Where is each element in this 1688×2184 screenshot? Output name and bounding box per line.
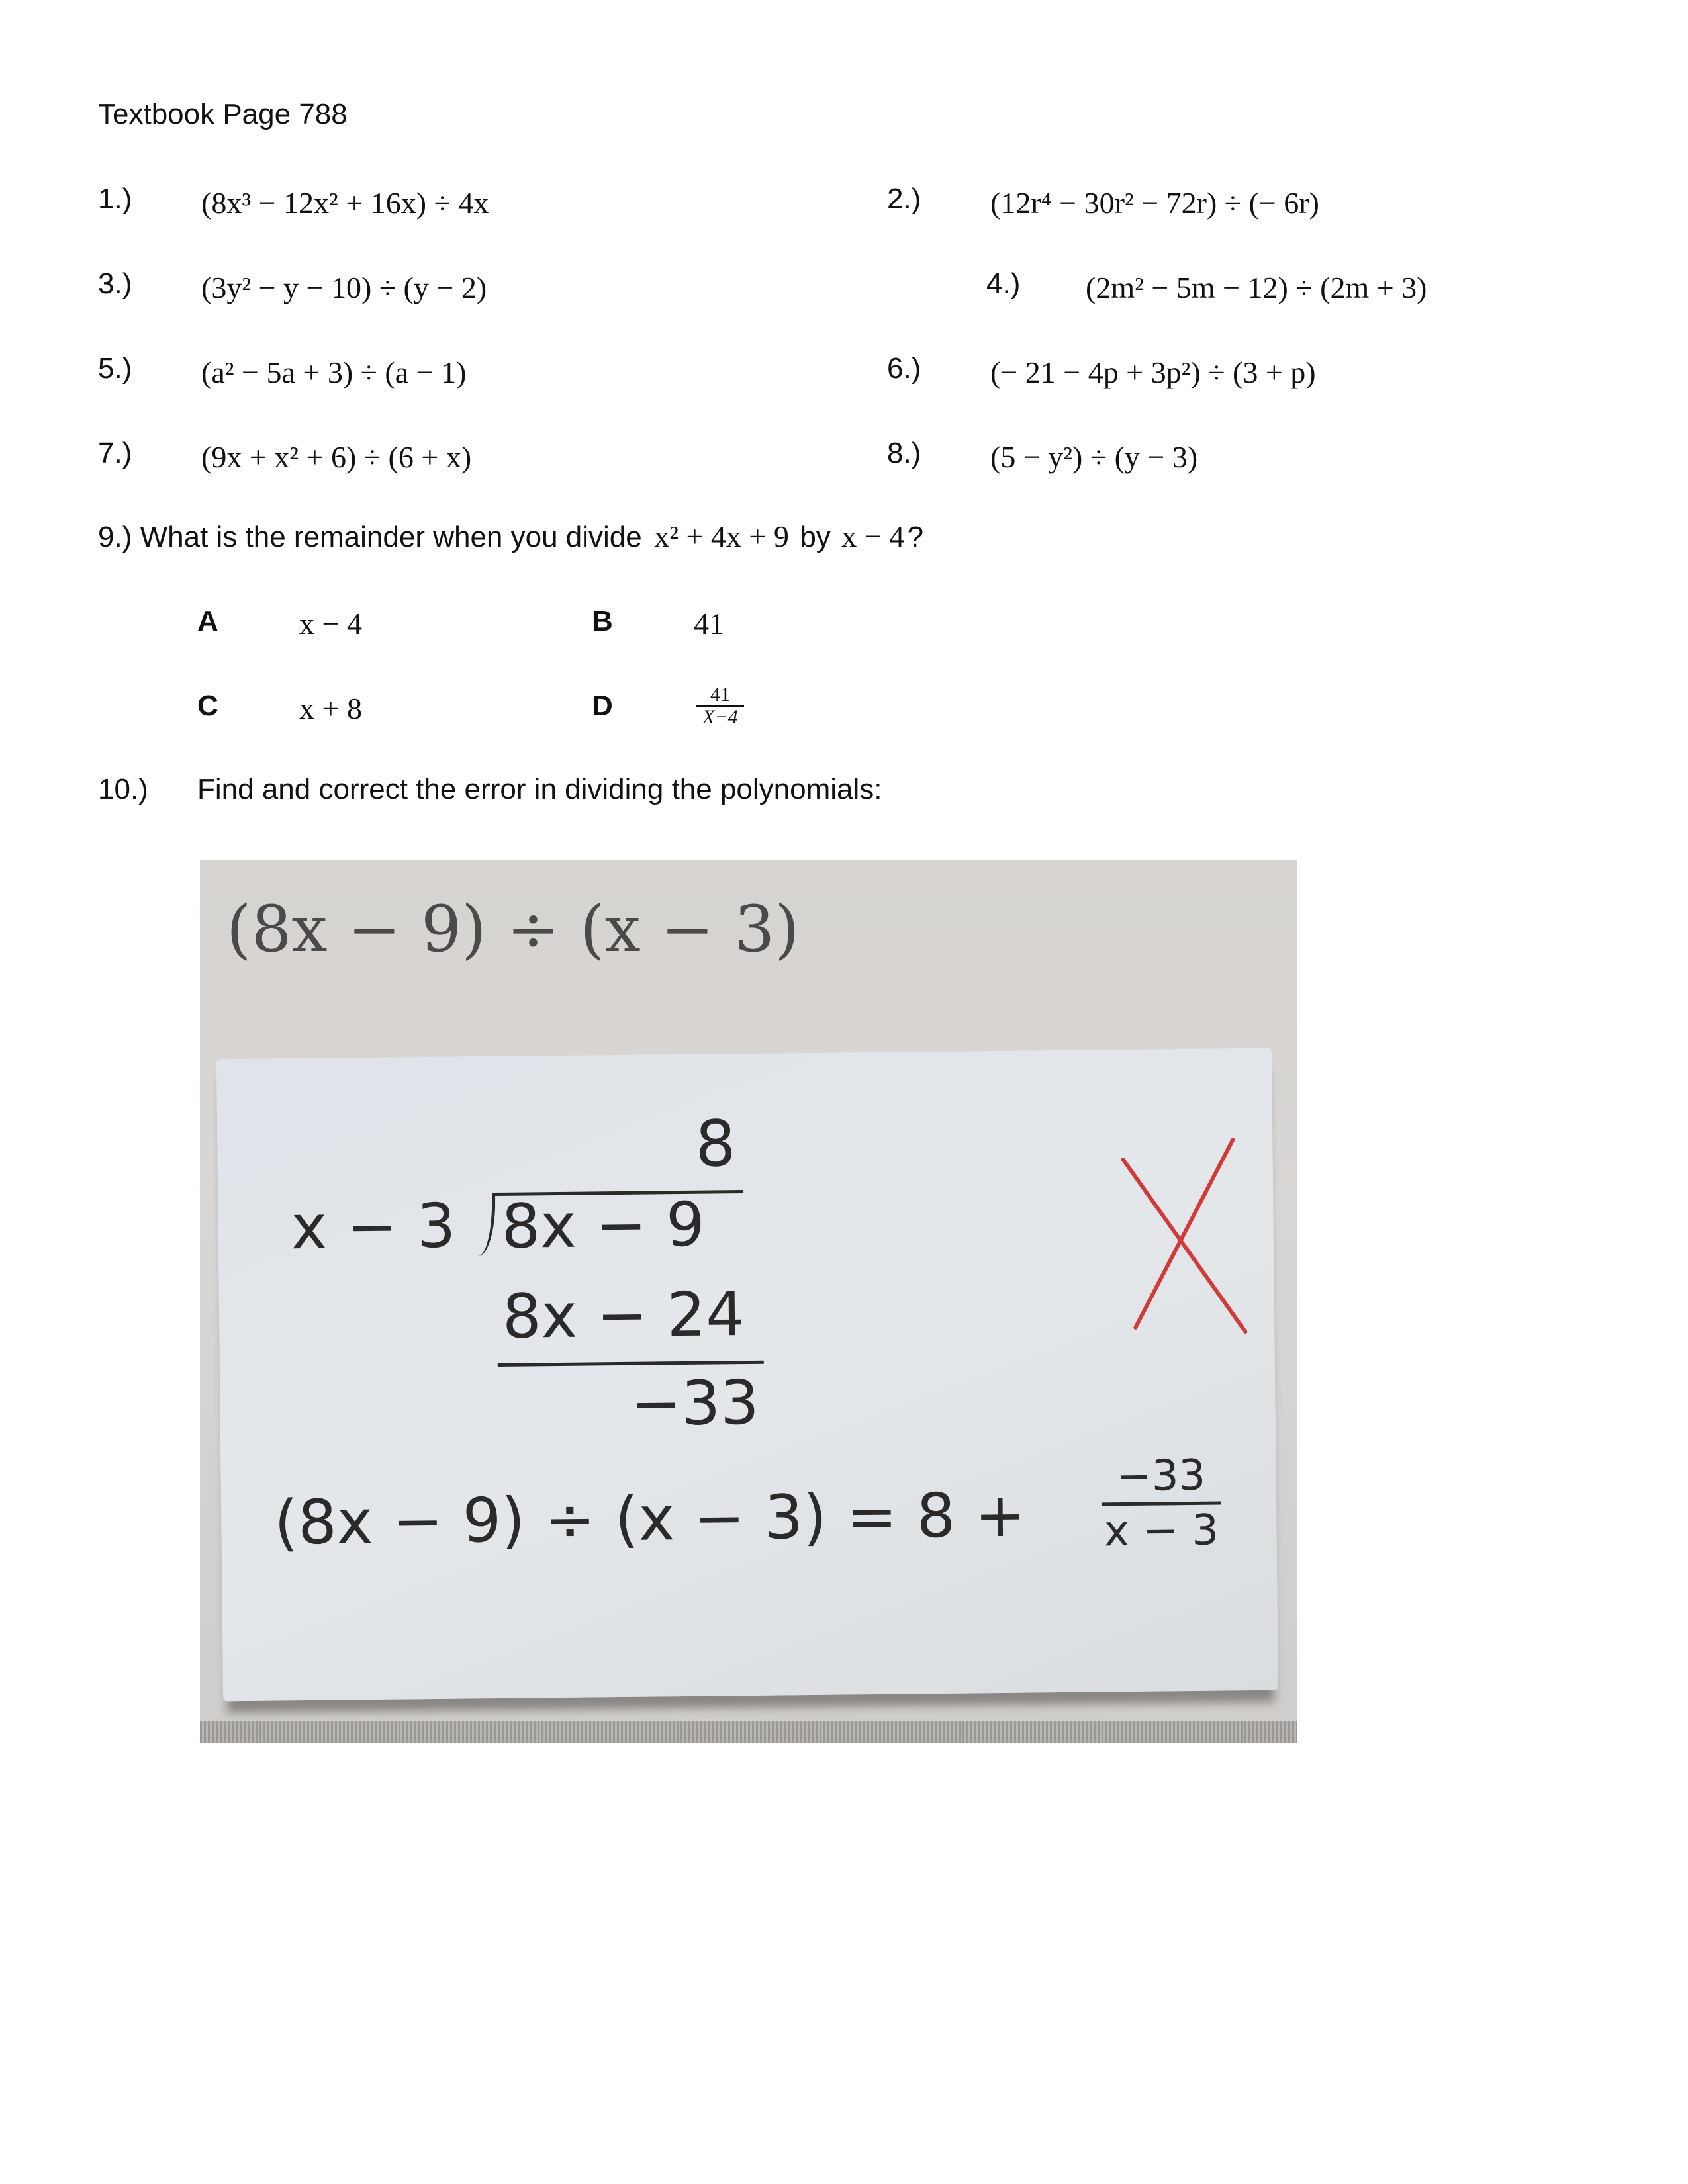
problem-2-number: 2.) [887,183,921,215]
question-9-prefix: 9.) What is the remainder when you divide [98,521,642,553]
question-10-number: 10.) [98,773,148,805]
page-title: Textbook Page 788 [98,98,348,130]
question-9-end: ? [907,521,924,553]
textbook-photo [200,860,1297,1743]
choice-c-value: x + 8 [299,692,362,725]
problem-3-expression: (3y² − y − 10) ÷ (y − 2) [201,271,487,304]
photo-dividend: 8x − 9 [501,1189,706,1262]
problem-1-expression: (8x³ − 12x² + 16x) ÷ 4x [201,186,489,220]
problem-6-number: 6.) [887,352,921,385]
wrong-mark-icon [1113,1134,1254,1341]
question-9-by: by [800,521,831,553]
problem-7-number: 7.) [98,437,132,469]
problem-2-expression: (12r⁴ − 30r² − 72r) ÷ (− 6r) [990,186,1319,220]
photo-work-card [216,1048,1278,1702]
photo-divisor: x − 3 [291,1190,456,1263]
photo-edge [200,1721,1297,1743]
choice-c-letter: C [197,690,218,722]
problem-7-expression: (9x + x² + 6) ÷ (6 + x) [201,440,472,474]
problem-1-number: 1.) [98,183,132,215]
choice-a-letter: A [197,605,218,637]
question-9-divisor: x − 4 [841,520,905,553]
photo-heading: (8x − 9) ÷ (x − 3) [226,892,800,966]
choice-a-value: x − 4 [299,607,362,641]
photo-product: 8x − 24 [502,1279,745,1352]
question-10-text: Find and correct the error in dividing the polynomials: [197,773,882,805]
choice-d-letter: D [592,690,613,722]
problem-8-number: 8.) [887,437,921,469]
photo-result-denominator: x − 3 [1102,1502,1221,1558]
question-9-dividend: x² + 4x + 9 [654,520,789,553]
question-9 [98,519,923,554]
photo-result: (8x − 9) ÷ (x − 3) = 8 + [273,1479,1027,1559]
problem-3-number: 3.) [98,267,132,300]
problem-8-expression: (5 − y²) ÷ (y − 3) [990,440,1198,474]
choice-d-fraction [696,684,744,728]
photo-remainder: −33 [630,1367,760,1439]
photo-result-numerator: −33 [1115,1451,1206,1502]
choice-b-letter: B [592,605,613,637]
photo-quotient: 8 [694,1107,737,1181]
choice-d-numerator: 41 [710,684,730,705]
photo-result-fraction [1101,1450,1221,1558]
choice-d-denominator: X−4 [696,705,744,728]
problem-6-expression: (− 21 − 4p + 3p²) ÷ (3 + p) [990,355,1316,389]
choice-b-value: 41 [694,607,724,641]
problem-5-number: 5.) [98,352,132,385]
problem-5-expression: (a² − 5a + 3) ÷ (a − 1) [201,355,467,389]
subtraction-line [498,1361,764,1367]
problem-4-number: 4.) [986,267,1021,300]
problem-4-expression: (2m² − 5m − 12) ÷ (2m + 3) [1086,271,1427,304]
division-bracket [477,1193,496,1256]
